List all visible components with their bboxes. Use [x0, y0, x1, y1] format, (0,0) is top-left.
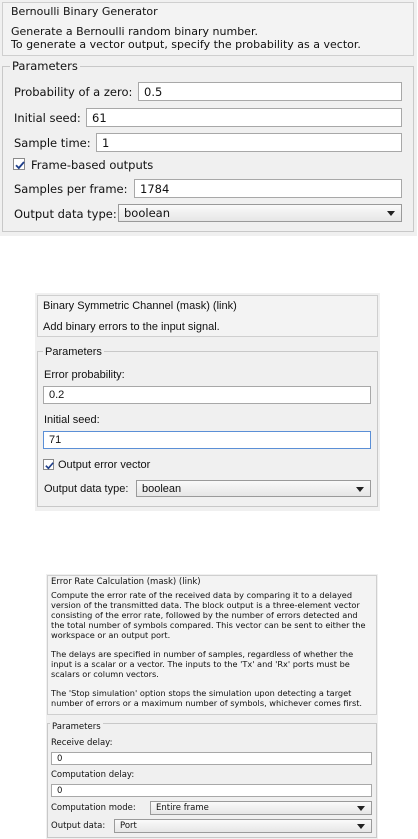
- erc-paragraph-3: The 'Stop simulation' option stops the simulation upon detecting a target number of errors or a maximum number of symbols, whichever comes first.: [51, 688, 363, 708]
- computation-delay-input[interactable]: 0: [51, 784, 372, 797]
- bsc-initial-seed-input[interactable]: 71: [43, 431, 371, 449]
- chevron-down-icon: [387, 211, 395, 216]
- frame-based-outputs-checkbox[interactable]: [13, 158, 25, 170]
- sample-time-input[interactable]: 1: [96, 133, 402, 152]
- output-data-type-value: boolean: [124, 206, 170, 220]
- output-error-vector-checkbox[interactable]: [43, 459, 54, 470]
- output-data-label: Output data:: [51, 821, 106, 831]
- erc-title: Error Rate Calculation (mask) (link): [51, 577, 201, 587]
- output-data-type-select[interactable]: [118, 204, 402, 222]
- bernoulli-desc-line2: To generate a vector output, specify the probability as a vector.: [11, 38, 361, 51]
- bsc-description-box: [37, 295, 378, 337]
- erc-dialog: [46, 574, 378, 839]
- bernoulli-parameters-legend: Parameters: [12, 59, 78, 73]
- bsc-initial-seed-label: Initial seed:: [44, 414, 100, 426]
- chevron-down-icon: [357, 824, 365, 829]
- chevron-down-icon: [356, 487, 364, 492]
- output-data-value: Port: [120, 821, 137, 831]
- erc-parameters-legend: Parameters: [52, 722, 101, 732]
- bernoulli-dialog: [0, 0, 417, 236]
- bsc-output-data-type-value: boolean: [142, 482, 182, 495]
- check-icon: [14, 159, 26, 171]
- samples-per-frame-label: Samples per frame:: [14, 182, 128, 196]
- bsc-parameters-legend: Parameters: [45, 346, 102, 358]
- bsc-description: Add binary errors to the input signal.: [43, 321, 220, 333]
- output-data-type-label: Output data type:: [14, 207, 117, 221]
- erc-paragraph-1: Compute the error rate of the received data by comparing it to a delayed version of the transmitted data. The block output is a three-element vector consisting of the error rate, followed by the number of errors detected and the total number of symbols compared. This vector can be sent to either the workspace or an output port.: [51, 590, 366, 640]
- sample-time-label: Sample time:: [14, 136, 91, 150]
- computation-mode-select[interactable]: [150, 801, 372, 815]
- output-error-vector-label: Output error vector: [58, 459, 151, 471]
- computation-delay-label: Computation delay:: [51, 770, 135, 780]
- error-probability-input[interactable]: 0.2: [43, 386, 371, 404]
- erc-description-box: [47, 575, 377, 715]
- computation-mode-label: Computation mode:: [51, 803, 136, 813]
- bsc-output-data-type-select[interactable]: [136, 480, 371, 497]
- initial-seed-label: Initial seed:: [14, 111, 81, 125]
- chevron-down-icon: [357, 806, 365, 811]
- bernoulli-title: Bernoulli Binary Generator: [11, 5, 158, 18]
- computation-mode-value: Entire frame: [156, 803, 209, 813]
- bsc-output-data-type-label: Output data type:: [44, 483, 129, 495]
- erc-paragraph-2: The delays are specified in number of samples, regardless of whether the input is a scalar or a vector. The inputs to the 'Tx' and 'Rx' ports must be scalars or column vectors.: [51, 649, 354, 679]
- bsc-dialog: [35, 293, 380, 511]
- samples-per-frame-input[interactable]: 1784: [134, 179, 402, 198]
- initial-seed-input[interactable]: 61: [86, 108, 402, 127]
- error-probability-label: Error probability:: [44, 369, 125, 381]
- receive-delay-input[interactable]: 0: [51, 752, 372, 765]
- bernoulli-description-box: [2, 2, 414, 56]
- receive-delay-label: Receive delay:: [51, 738, 113, 748]
- bsc-title: Binary Symmetric Channel (mask) (link): [43, 300, 237, 312]
- frame-based-outputs-label: Frame-based outputs: [31, 158, 154, 172]
- check-icon: [44, 460, 55, 471]
- probability-zero-input[interactable]: 0.5: [138, 82, 402, 101]
- probability-zero-label: Probability of a zero:: [14, 85, 133, 99]
- output-data-select[interactable]: [114, 819, 372, 833]
- bernoulli-desc-line1: Generate a Bernoulli random binary number.: [11, 25, 258, 38]
